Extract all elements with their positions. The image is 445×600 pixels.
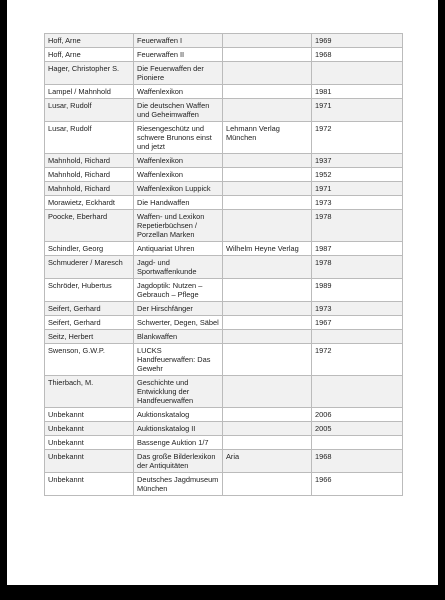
author-cell: Poocke, Eberhard: [45, 210, 134, 242]
author-cell: Schröder, Hubertus: [45, 279, 134, 302]
title-cell: Deutsches Jagdmuseum München: [134, 473, 223, 496]
table-row: [45, 154, 403, 168]
publisher-cell: [223, 168, 312, 182]
author-cell: Thierbach, M.: [45, 376, 134, 408]
table-row: [45, 450, 403, 473]
year-cell: [312, 62, 403, 85]
year-cell: 1968: [312, 48, 403, 62]
title-cell: Waffenlexikon: [134, 154, 223, 168]
table-row: [45, 62, 403, 85]
year-cell: 1967: [312, 316, 403, 330]
table-row: [45, 376, 403, 408]
title-cell: Jagdoptik: Nutzen – Gebrauch – Pflege: [134, 279, 223, 302]
title-cell: Die Handwaffen: [134, 196, 223, 210]
publisher-cell: [223, 85, 312, 99]
author-cell: Lusar, Rudolf: [45, 99, 134, 122]
year-cell: [312, 376, 403, 408]
publisher-cell: [223, 330, 312, 344]
title-cell: Waffenlexikon: [134, 85, 223, 99]
title-cell: Bassenge Auktion 1/7: [134, 436, 223, 450]
author-cell: Unbekannt: [45, 450, 134, 473]
table-row: [45, 316, 403, 330]
table-row: [45, 344, 403, 376]
title-cell: Auktionskatalog II: [134, 422, 223, 436]
title-cell: Blankwaffen: [134, 330, 223, 344]
year-cell: 1987: [312, 242, 403, 256]
title-cell: Geschichte und Entwicklung der Handfeuerwaffen: [134, 376, 223, 408]
publisher-cell: [223, 256, 312, 279]
year-cell: 1978: [312, 210, 403, 242]
publisher-cell: [223, 210, 312, 242]
year-cell: 1969: [312, 34, 403, 48]
table-row: [45, 422, 403, 436]
publisher-cell: Aria: [223, 450, 312, 473]
table-row: [45, 436, 403, 450]
publisher-cell: [223, 279, 312, 302]
author-cell: Unbekannt: [45, 436, 134, 450]
title-cell: Auktionskatalog: [134, 408, 223, 422]
author-cell: Hager, Christopher S.: [45, 62, 134, 85]
title-cell: Feuerwaffen I: [134, 34, 223, 48]
title-cell: Die Feuerwaffen der Pioniere: [134, 62, 223, 85]
publisher-cell: [223, 473, 312, 496]
title-cell: Waffenlexikon Luppick: [134, 182, 223, 196]
author-cell: Unbekannt: [45, 422, 134, 436]
year-cell: [312, 436, 403, 450]
table-row: [45, 279, 403, 302]
year-cell: 1937: [312, 154, 403, 168]
publisher-cell: [223, 196, 312, 210]
table-row: [45, 408, 403, 422]
publisher-cell: [223, 48, 312, 62]
author-cell: Mahnhold, Richard: [45, 168, 134, 182]
author-cell: Unbekannt: [45, 408, 134, 422]
table-row: [45, 210, 403, 242]
publisher-cell: [223, 182, 312, 196]
title-cell: Jagd- und Sportwaffenkunde: [134, 256, 223, 279]
publisher-cell: [223, 408, 312, 422]
year-cell: 2005: [312, 422, 403, 436]
year-cell: 1973: [312, 196, 403, 210]
year-cell: 1968: [312, 450, 403, 473]
year-cell: 1971: [312, 99, 403, 122]
publisher-cell: [223, 302, 312, 316]
title-cell: Riesengeschütz und schwere Brunons einst und jetzt: [134, 122, 223, 154]
author-cell: Seifert, Gerhard: [45, 316, 134, 330]
publisher-cell: [223, 154, 312, 168]
author-cell: Schmuderer / Maresch: [45, 256, 134, 279]
author-cell: Seitz, Herbert: [45, 330, 134, 344]
year-cell: 2006: [312, 408, 403, 422]
author-cell: Lampel / Mahnhold: [45, 85, 134, 99]
year-cell: 1952: [312, 168, 403, 182]
author-cell: Mahnhold, Richard: [45, 154, 134, 168]
author-cell: Schindler, Georg: [45, 242, 134, 256]
table-row: [45, 99, 403, 122]
table-row: [45, 34, 403, 48]
author-cell: Swenson, G.W.P.: [45, 344, 134, 376]
table-row: [45, 242, 403, 256]
publisher-cell: [223, 376, 312, 408]
title-cell: Schwerter, Degen, Säbel: [134, 316, 223, 330]
publisher-cell: [223, 422, 312, 436]
author-cell: Lusar, Rudolf: [45, 122, 134, 154]
catalog-table-body: [45, 34, 403, 496]
document-page: [7, 0, 438, 585]
table-row: [45, 182, 403, 196]
title-cell: Das große Bilderlexikon der Antiquitäten: [134, 450, 223, 473]
author-cell: Seifert, Gerhard: [45, 302, 134, 316]
publisher-cell: [223, 62, 312, 85]
table-row: [45, 168, 403, 182]
title-cell: Die deutschen Waffen und Geheimwaffen: [134, 99, 223, 122]
publisher-cell: [223, 99, 312, 122]
publisher-cell: Wilhelm Heyne Verlag: [223, 242, 312, 256]
publisher-cell: Lehmann Verlag München: [223, 122, 312, 154]
title-cell: Antiquariat Uhren: [134, 242, 223, 256]
publisher-cell: [223, 34, 312, 48]
title-cell: Waffenlexikon: [134, 168, 223, 182]
author-cell: Mahnhold, Richard: [45, 182, 134, 196]
publisher-cell: [223, 316, 312, 330]
title-cell: Der Hirschfänger: [134, 302, 223, 316]
bottom-bar: [0, 585, 445, 600]
year-cell: 1978: [312, 256, 403, 279]
table-row: [45, 473, 403, 496]
table-row: [45, 85, 403, 99]
year-cell: 1972: [312, 344, 403, 376]
year-cell: 1971: [312, 182, 403, 196]
year-cell: 1981: [312, 85, 403, 99]
author-cell: Hoff, Arne: [45, 48, 134, 62]
book-catalog-table: [44, 33, 403, 496]
table-row: [45, 196, 403, 210]
year-cell: 1966: [312, 473, 403, 496]
table-row: [45, 48, 403, 62]
table-row: [45, 302, 403, 316]
publisher-cell: [223, 436, 312, 450]
table-row: [45, 122, 403, 154]
author-cell: Hoff, Arne: [45, 34, 134, 48]
year-cell: 1989: [312, 279, 403, 302]
year-cell: 1972: [312, 122, 403, 154]
publisher-cell: [223, 344, 312, 376]
author-cell: Morawietz, Eckhardt: [45, 196, 134, 210]
table-row: [45, 330, 403, 344]
year-cell: 1973: [312, 302, 403, 316]
author-cell: Unbekannt: [45, 473, 134, 496]
table-row: [45, 256, 403, 279]
title-cell: LUCKS Handfeuerwaffen: Das Gewehr: [134, 344, 223, 376]
year-cell: [312, 330, 403, 344]
title-cell: Waffen- und Lexikon Repetierbüchsen / Porzellan Marken: [134, 210, 223, 242]
title-cell: Feuerwaffen II: [134, 48, 223, 62]
